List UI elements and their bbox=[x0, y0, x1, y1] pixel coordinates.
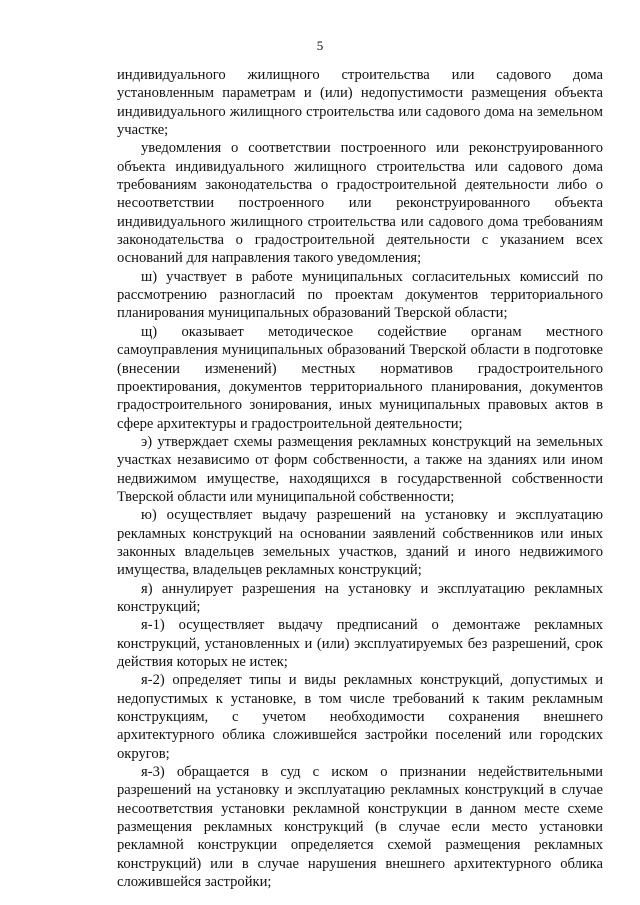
paragraph-ya-1: я-1) осуществляет выдачу предписаний о демонтаже рекламных конструкций, установленных и (или) эксплуатируемых без разрешений, срок действия которых не истек; bbox=[117, 617, 603, 670]
paragraph-ya-3: я-3) обращается в суд с иском о признании недействительными разрешений на установку и эксплуатацию рекламных конструкций в случае несоответствия установки рекламной конструкции в данном месте схеме размещения рекламных конструкций (в случае если место установки рекламной конструкции определяется схемой размещения рекламных конструкций) или в случае нарушения внешнего архитектурного облика сложившейся застройки; bbox=[117, 764, 603, 891]
paragraph-shcha: щ) оказывает методическое содействие органам местного самоуправления муниципальных образований Тверской области в подготовке (внесении изменений) местных нормативов градостроительного проектирования, документов территориального планирования, документов градостроительного зонирования, иных муниципальных правовых актов в сфере архитектуры и градостроительной деятельности; bbox=[117, 323, 603, 432]
paragraph-e: э) утверждает схемы размещения рекламных конструкций на земельных участках независимо от форм собственности, а также на зданиях или ином недвижимом имуществе, находящихся в государственной собственности Тверской области или муниципальной собственности; bbox=[117, 433, 603, 505]
paragraph-notification: уведомления о соответствии построенного или реконструированного объекта индивидуального жилищного строительства или садового дома требованиям законодательства о градостроительной деятельности либо о несоответствии построенного или реконструированного объекта индивидуального жилищного строительства или садового дома требованиям законодательства о градостроительной деятельности с указанием всех оснований для направления такого уведомления; bbox=[117, 140, 603, 267]
page-number: 5 bbox=[316, 38, 324, 53]
paragraph-ya-2: я-2) определяет типы и виды рекламных конструкций, допустимых и недопустимых к установке, в том числе требований к таким рекламным конструкциям, с учетом необходимости сохранения внешнего архитектурного облика сложившейся застройки поселений или городских округов; bbox=[117, 672, 603, 762]
paragraph-continuation: индивидуального жилищного строительства или садового дома установленным параметрам и (или) недопустимости размещения объекта индивидуального жилищного строительства или садового дома на земельном участке; bbox=[117, 67, 603, 139]
paragraph-sha: ш) участвует в работе муниципальных согласительных комиссий по рассмотрению разногласий по проектам документов территориального планирования муниципальных образований Тверской области; bbox=[117, 268, 603, 322]
paragraph-yu: ю) осуществляет выдачу разрешений на установку и эксплуатацию рекламных конструкций на основании заявлений собственников или иных законных владельцев земельных участков, зданий и иного недвижимого имущества, владельцев рекламных конструкций; bbox=[117, 507, 603, 579]
paragraph-ya: я) аннулирует разрешения на установку и эксплуатацию рекламных конструкций; bbox=[117, 580, 603, 615]
document-body bbox=[117, 66, 603, 891]
